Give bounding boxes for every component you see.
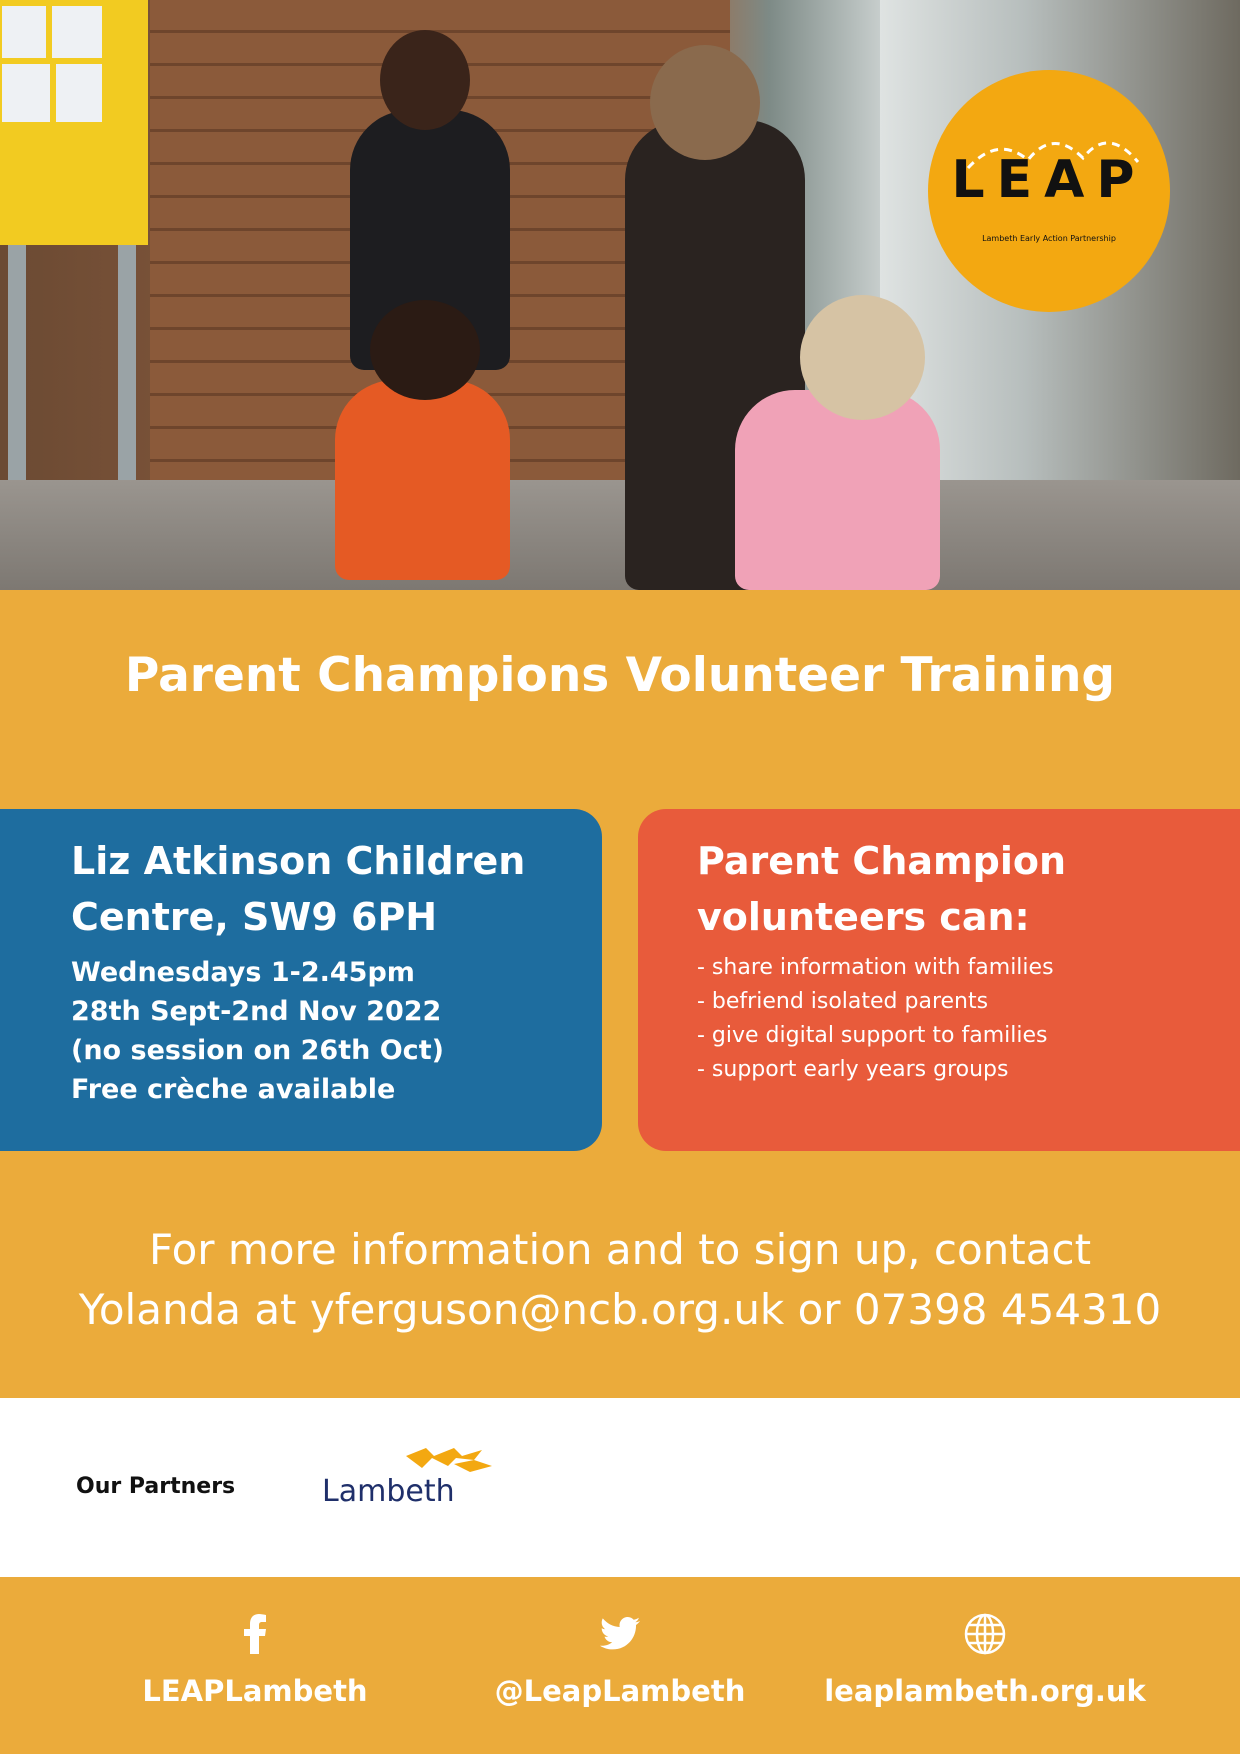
hero-photo [0,0,1240,590]
child-pink-coat [735,390,940,590]
partners-band [0,1398,1240,1577]
contact-info [0,1220,1240,1340]
list-item: - support early years groups [697,1057,1009,1082]
role-list [697,951,1054,1087]
detail-line: Free crèche available [71,1074,396,1105]
role-box [638,809,1240,1151]
contact-line1: For more information and to sign up, contact [148,1225,1092,1274]
venue-box [0,809,602,1151]
child-in-buggy [335,380,510,580]
venue-heading-line2: Centre, SW9 6PH [71,895,438,939]
facebook-handle[interactable]: LEAPLambeth [142,1674,368,1708]
lambeth-logo-text: Lambeth [322,1474,455,1509]
contact-line2: Yolanda at yferguson@ncb.org.uk or 07398 454310 [78,1285,1162,1334]
social-website[interactable] [805,1612,1165,1708]
detail-line: 28th Sept-2nd Nov 2022 [71,996,442,1027]
detail-line: (no session on 26th Oct) [71,1035,444,1066]
globe-icon [964,1613,1006,1655]
list-item: - share information with families [697,955,1054,980]
venue-heading-line1: Liz Atkinson Children [71,839,526,883]
role-heading [697,833,1217,945]
leap-logo-subtitle: Lambeth Early Action Partnership [982,234,1116,243]
pavement [0,480,1240,590]
lambeth-logo [322,1446,492,1516]
noticeboard [0,0,148,245]
list-item: - give digital support to families [697,1023,1048,1048]
partners-label: Our Partners [76,1474,236,1499]
social-twitter[interactable] [440,1612,800,1708]
role-heading-line1: Parent Champion [697,839,1066,883]
leap-logo [928,70,1170,312]
twitter-icon [600,1617,640,1651]
social-facebook[interactable] [75,1612,435,1708]
list-item: - befriend isolated parents [697,989,989,1014]
detail-line: Wednesdays 1-2.45pm [71,957,415,988]
leap-logo-word: LEAP [951,150,1147,210]
facebook-icon [243,1614,267,1654]
page-title: Parent Champions Volunteer Training [124,648,1116,703]
twitter-handle[interactable]: @LeapLambeth [494,1674,746,1708]
venue-heading [71,833,591,945]
role-heading-line2: volunteers can: [697,895,1030,939]
website-link[interactable]: leaplambeth.org.uk [824,1674,1146,1708]
venue-details [71,953,444,1109]
